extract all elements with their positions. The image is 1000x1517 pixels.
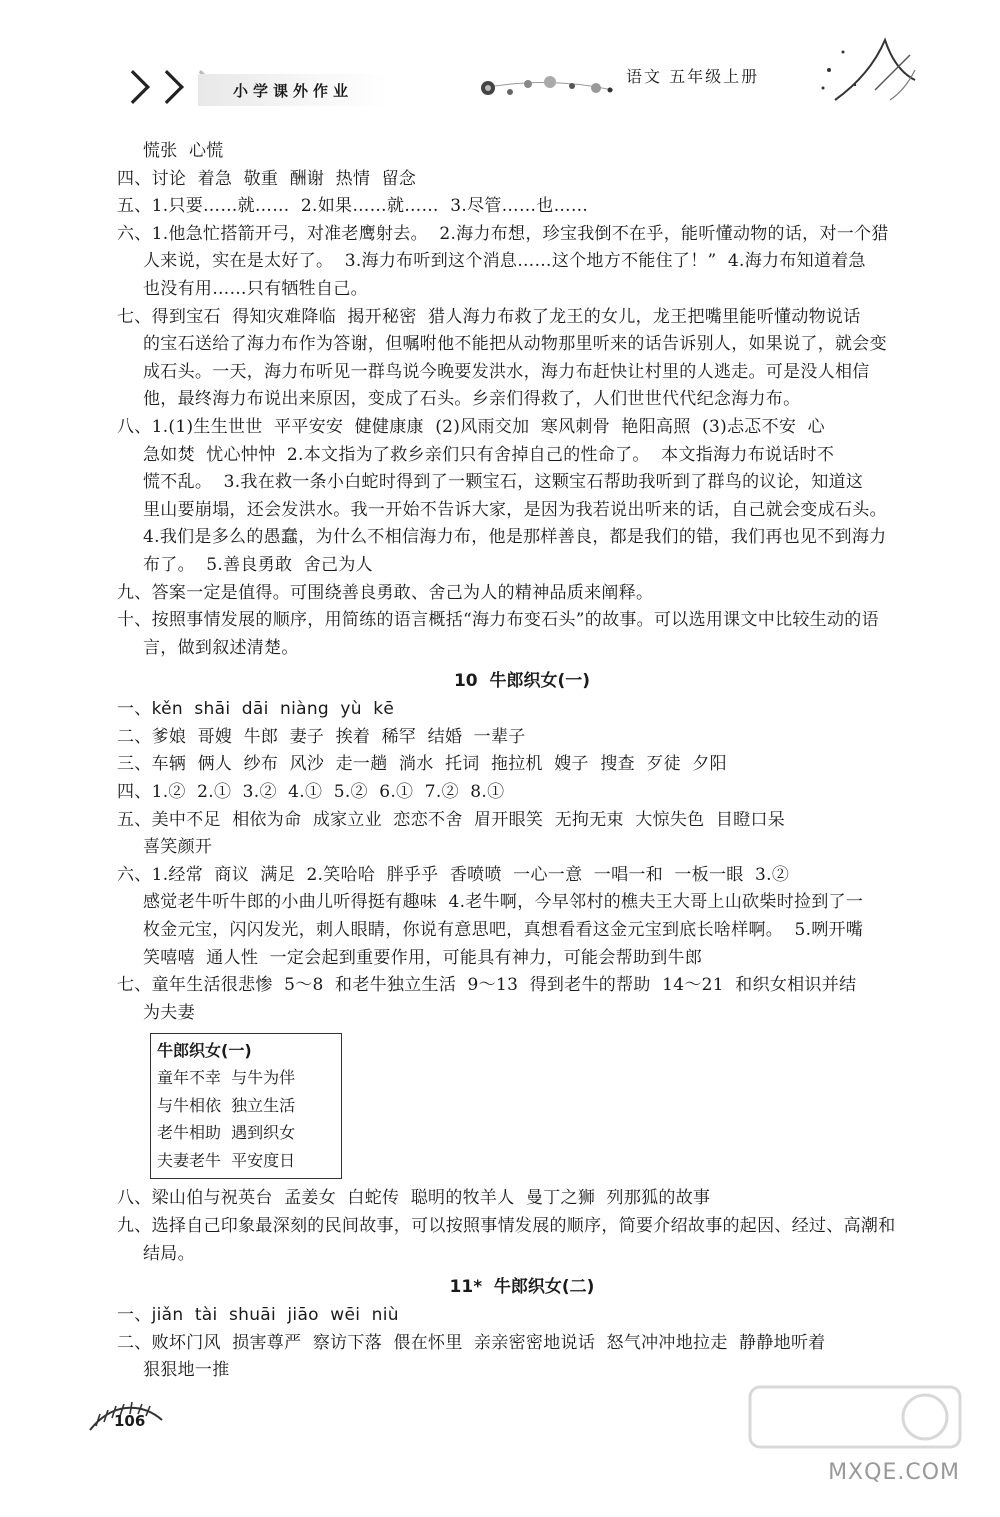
answer-line: 五、美中不足 相依为命 成家立业 恋恋不舍 眉开眼笑 无拘无束 大惊失色 目瞪口呆	[117, 809, 786, 830]
answer-line: 喜笑颜开	[143, 837, 213, 858]
answer-line: 成石头。一天，海力布听见一群鸟说今晚要发洪水，海力布赶快让村里的人逃走。可是没人相信	[143, 361, 870, 382]
feather-swirl-icon	[815, 30, 925, 110]
answer-line: 枚金元宝，闪闪发光，刺人眼睛，你说有意思吧，真想看看这金元宝到底长啥样啊。 5.咧开嘴	[143, 920, 864, 941]
table-row: 夫妻老牛 平安度日	[157, 1150, 296, 1170]
story-outline-table	[150, 1033, 342, 1179]
answer-line: 七、童年生活很悲惨 5～8 和老牛独立生活 9～13 得到老牛的帮助 14～21 和织女相识并结	[117, 975, 857, 996]
answer-line: 急如焚 忧心忡忡 2.本文指为了救乡亲们只有舍掉自己的性命了。 本文指海力布说话时不	[143, 444, 835, 465]
answer-line: 人来说，实在是太好了。 3.海力布听到这个消息……这个地方不能住了！” 4.海力布知道着急	[143, 251, 866, 272]
watermark-text: MXQE.COM	[828, 1460, 960, 1485]
answer-line: 六、1.他急忙搭箭开弓，对准老鹰射去。 2.海力布想，珍宝我倒不在乎，能听懂动物的话，对一个猎	[117, 223, 889, 244]
answer-line: 笑嘻嘻 通人性 一定会起到重要作用，可能具有神力，可能会帮助到牛郎	[143, 947, 703, 968]
pinyin-line: 一、kěn shāi dāi niàng yù kē	[117, 699, 395, 720]
answer-line: 也没有用……只有牺牲自己。	[143, 278, 368, 299]
answer-line: 十、按照事情发展的顺序，用简练的语言概括“海力布变石头”的故事。可以选用课文中比较生动的语	[117, 610, 879, 631]
section-10-title: 10 牛郎织女(一)	[453, 671, 591, 692]
answer-line: 言，做到叙述清楚。	[143, 637, 299, 658]
answer-line: 四、1.② 2.① 3.② 4.① 5.② 6.① 7.② 8.①	[117, 782, 505, 803]
answer-line: 九、选择自己印象最深刻的民间故事，可以按照事情发展的顺序，简要介绍故事的起因、经过、高潮和	[117, 1216, 896, 1236]
answer-line: 里山要崩塌，还会发洪水。我一开始不告诉大家，是因为我若说出听来的话，自己就会变成石头。	[143, 499, 887, 520]
answer-line: 为夫妻	[143, 1002, 195, 1023]
page-footer	[86, 1380, 166, 1440]
table-row: 童年不幸 与牛为伴	[157, 1068, 296, 1088]
table-row: 老牛相助 遇到织女	[157, 1123, 296, 1143]
subject-grade: 语文 五年级上册	[626, 67, 760, 86]
section-11-answers	[117, 1302, 927, 1385]
answer-line: 九、答案一定是值得。可围绕善良勇敢、舍己为人的精神品质来阐释。	[117, 582, 654, 603]
answer-line: 八、梁山伯与祝英台 孟姜女 白蛇传 聪明的牧羊人 曼丁之狮 列那狐的故事	[117, 1188, 711, 1209]
answer-line: 狠狠地一推	[143, 1360, 230, 1381]
answer-line: 五、1.只要……就…… 2.如果……就…… 3.尽管……也……	[117, 196, 589, 217]
section-11-title: 11* 牛郎织女(二)	[449, 1277, 595, 1298]
answer-content	[117, 138, 927, 1385]
section-10-answers	[117, 696, 927, 1268]
bead-string-icon	[478, 74, 618, 104]
answer-line: 他，最终海力布说出来原因，变成了石头。乡亲们得救了，人们世世代代纪念海力布。	[143, 389, 801, 410]
series-title: 小学课外作业	[198, 74, 388, 106]
answer-line: 布了。 5.善良勇敢 舍己为人	[143, 554, 373, 575]
answer-line: 二、爹娘 哥嫂 牛郎 妻子 挨着 稀罕 结婚 一辈子	[117, 726, 526, 747]
page-header	[0, 0, 1000, 120]
answer-line: 的宝石送给了海力布作为答谢，但嘱咐他不能把从动物那里听来的话告诉别人，如果说了，就会变	[143, 334, 887, 355]
page-number: 106	[114, 1412, 146, 1430]
answer-line: 七、得到宝石 得知灾难降临 揭开秘密 猎人海力布救了龙王的女儿，龙王把嘴里能听懂动物说话	[117, 306, 861, 327]
pinyin-line: 一、jiǎn tài shuāi jiāo wēi niù	[117, 1305, 399, 1326]
answer-line: 慌不乱。 3.我在救一条小白蛇时得到了一颗宝石，这颗宝石帮助我听到了群鸟的议论，知道这	[143, 472, 864, 493]
answer-line: 三、车辆 俩人 纱布 风沙 走一趟 淌水 托词 拖拉机 嫂子 搜查 歹徒 夕阳	[117, 754, 727, 775]
table-row: 与牛相依 独立生活	[157, 1095, 296, 1115]
section-9-answers	[117, 138, 927, 662]
answer-line: 四、讨论 着急 敬重 酬谢 热情 留念	[117, 168, 417, 189]
answer-line: 4.我们是多么的愚蠢，为什么不相信海力布，他是那样善良，都是我们的错，我们再也见不到海力	[143, 527, 887, 548]
answer-line: 六、1.经常 商议 满足 2.笑哈哈 胖乎乎 香喷喷 一心一意 一唱一和 一板一眼 3.②	[117, 864, 790, 885]
answer-line: 感觉老牛听牛郎的小曲儿听得挺有趣味 4.老牛啊，今早邻村的樵夫王大哥上山砍柴时捡到了一	[143, 892, 864, 913]
answer-line: 慌张 心慌	[143, 141, 224, 161]
answer-line: 八、1.(1)生生世世 平平安安 健健康康 (2)风雨交加 寒风刺骨 艳阳高照 (3)忐忑不安 心	[117, 416, 825, 437]
answer-line: 二、败坏门风 损害尊严 察访下落 偎在怀里 亲亲密密地说话 怒气冲冲地拉走 静静地听着	[117, 1332, 826, 1353]
table-title: 牛郎织女(一)	[157, 1041, 252, 1061]
answer-line: 结局。	[143, 1243, 195, 1264]
